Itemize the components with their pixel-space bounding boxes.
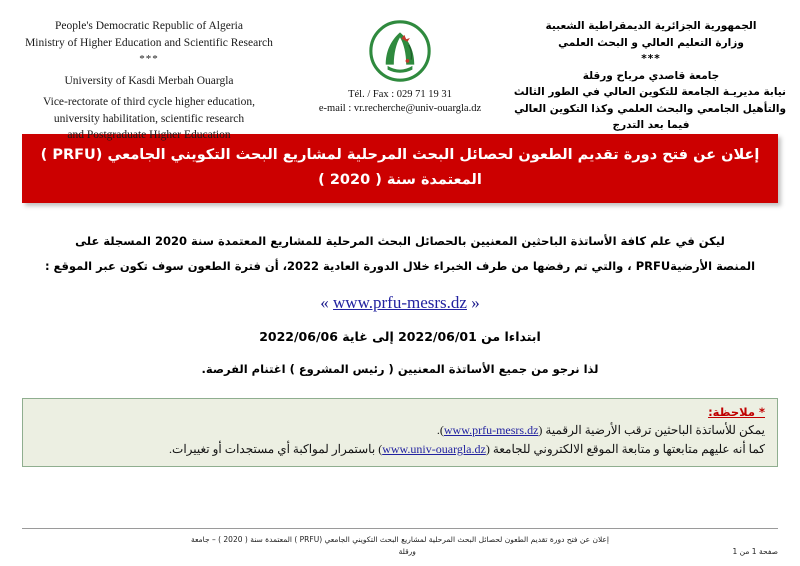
note-line-1-suffix: . (436, 423, 440, 437)
footer-bottom-row (22, 547, 778, 556)
latin-subtitle-line-3: and Postgraduate Higher Education (67, 129, 231, 141)
contact-info (300, 88, 500, 116)
note-title: * ملاحظة: (708, 405, 765, 419)
closing-statement: لذا نرجو من جميع الأساتذة المعنيين ( رئيس المشروع ) اغتنام الفرصة. (201, 362, 599, 376)
platform-url-line (22, 293, 778, 313)
contact-email: e-mail : vr.recherche@univ-ouargla.dz (318, 103, 482, 114)
contact-phone: Tél. / Fax : 029 71 19 31 (348, 89, 452, 100)
paragraph-line-1: ليكن في علم كافة الأساتذة الباحثين المعنيين بالحصائل البحث المرحلية للمشاريع المعتمدة سنة 2020 المسجلة على (75, 234, 725, 248)
note-university-link[interactable]: www.univ-ouargla.dz (382, 442, 486, 456)
latin-university-line: University of Kasdi Merbah Ouargla (64, 74, 234, 87)
prfu-platform-link[interactable]: www.prfu-mesrs.dz (333, 293, 467, 312)
latin-subtitle-line-1: Vice-rectorate of third cycle higher education, (43, 96, 255, 108)
note-line-1-prefix: يمكن للأساتذة الباحثين ترقب الأرضية الرقمية (542, 423, 765, 437)
note-prfu-link[interactable]: www.prfu-mesrs.dz (443, 423, 539, 437)
latin-subtitle-line-2: university habilitation, scientific research (53, 112, 245, 125)
latin-stars-divider: *** (139, 53, 159, 65)
header-arabic-block (513, 18, 786, 134)
document-header (0, 0, 800, 141)
header-latin-block (14, 18, 284, 144)
footer-title-line: إعلان عن فتح دورة تقديم الطعون لحصائل البحث المرحلية لمشاريع البحث التكويني الجامعي (PRFU ) المعتمدة سنة ( 2020 ) – جامعة (191, 535, 609, 544)
arabic-ministry-line: وزارة التعليم العالي و البحث العلمي (558, 36, 744, 49)
document-body (0, 229, 800, 376)
appeal-period-dates: ابتداءا من 2022/06/01 إلى غاية 2022/06/06 (259, 329, 541, 344)
latin-country-line: People's Democratic Republic of Algeria (55, 20, 243, 32)
arabic-subtitle-line-2: والتأهيل الجامعي والبحث العلمي وكذا التكوين العالي (514, 102, 786, 115)
arabic-university-line: جامعة قاصدي مرباح ورقلة (582, 69, 720, 82)
note-line-2-suffix: باستمرار لمواكبة أي مستجدات أو تغييرات. (169, 442, 379, 456)
footer-page-indicator: صفحة 1 من 1 (732, 547, 778, 556)
arabic-country-line: الجمهورية الجزائرية الديمقراطية الشعبية (545, 20, 757, 32)
footer-divider (22, 528, 778, 529)
header-center-block (300, 18, 500, 116)
announcement-paragraph (22, 229, 778, 279)
arabic-stars-divider: *** (641, 53, 661, 65)
announcement-title-banner (22, 134, 778, 203)
title-banner-line-1: إعلان عن فتح دورة تقديم الطعون لحصائل البحث المرحلية لمشاريع البحث التكويني الجامعي (PRFU ) (40, 147, 760, 163)
close-guillemet: » (471, 293, 480, 312)
arabic-subtitle-line-3: فيما بعد التدرج (612, 119, 690, 131)
note-line-2-prefix: كما أنه عليهم متابعتها و متابعة الموقع الالكتروني للجامعة (489, 442, 765, 456)
open-guillemet: « (320, 293, 329, 312)
paragraph-line-2: المنصة الأرضيةPRFU ، والتي تم رفضها من طرف الخبراء خلال الدورة العادية 2022، أن فترة الطعون سوف تكون عبر الموقع : (44, 259, 756, 273)
arabic-subtitle-line-1: نيابة مديريـة الجامعة للتكوين العالي في الطور الثالث (513, 86, 786, 98)
document-footer (22, 528, 778, 556)
university-seal-logo (369, 20, 431, 82)
note-line-2: كما أنه عليهم متابعتها و متابعة الموقع الالكتروني للجامعة (www.univ-ouargla.dz) باستمرار لمواكبة أي مستجدات أو تغييرات. (169, 442, 765, 456)
note-box (22, 398, 778, 467)
note-line-1: يمكن للأساتذة الباحثين ترقب الأرضية الرقمية (www.prfu-mesrs.dz). (436, 423, 765, 437)
footer-city: ورقلة (398, 547, 416, 556)
title-banner-line-2: المعتمدة سنة ( 2020 ) (318, 172, 482, 188)
latin-ministry-line: Ministry of Higher Education and Scientific Research (25, 36, 273, 49)
